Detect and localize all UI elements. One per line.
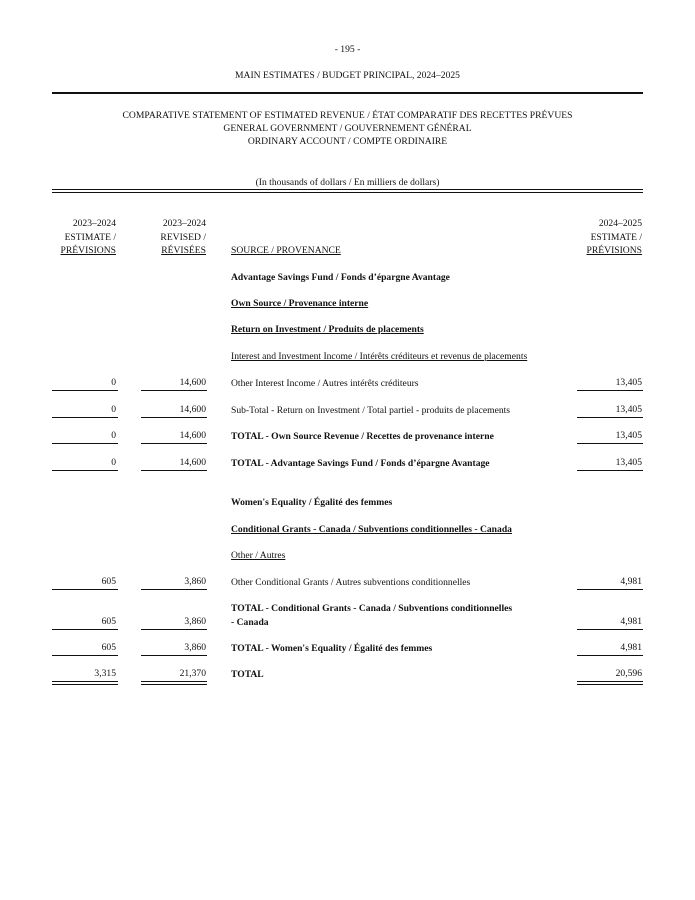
section-other: Other / Autres <box>231 550 286 561</box>
row-other-interest-c2: 14,600 <box>179 377 206 388</box>
page-number: - 195 - <box>334 44 361 55</box>
header-rule <box>52 92 643 94</box>
row-grand-total-label: TOTAL <box>231 669 264 680</box>
units-rule-bottom <box>52 192 643 193</box>
row-subtotal-roi-label: Sub-Total - Return on Investment / Total partiel - produits de placements <box>231 405 511 416</box>
row-total-cond-label: TOTAL - Conditional Grants - Canada / Subventions conditionnelles - Canada <box>231 603 513 628</box>
row-other-cond-label: Other Conditional Grants / Autres subventions conditionnelles <box>231 577 471 588</box>
row-other-cond-c1: 605 <box>101 576 116 587</box>
row-total-own-source-c1: 0 <box>111 430 116 441</box>
section-advantage-savings-fund: Advantage Savings Fund / Fonds d’épargne Avantage <box>231 272 450 283</box>
section-own-source: Own Source / Provenance interne <box>231 298 369 309</box>
running-title: MAIN ESTIMATES / BUDGET PRINCIPAL, 2024–2025 <box>235 70 460 81</box>
row-total-we-c2: 3,860 <box>184 642 206 653</box>
row-other-interest-c1: 0 <box>111 377 116 388</box>
heading-line-3: ORDINARY ACCOUNT / COMPTE ORDINAIRE <box>247 136 448 147</box>
heading-line-1: COMPARATIVE STATEMENT OF ESTIMATED REVENUE / ÉTAT COMPARATIF DES RECETTES PRÉVUES <box>122 110 573 121</box>
column-header-estimate-2023: 2023–2024 ESTIMATE / PRÉVISIONS <box>60 218 116 256</box>
row-total-asf-label: TOTAL - Advantage Savings Fund / Fonds d’épargne Avantage <box>231 458 490 469</box>
row-total-asf-c4: 13,405 <box>615 457 642 468</box>
row-other-interest-c4: 13,405 <box>615 377 642 388</box>
row-total-cond-c2: 3,860 <box>184 616 206 627</box>
row-total-we-c1: 605 <box>101 642 116 653</box>
row-total-asf-c1: 0 <box>111 457 116 468</box>
section-womens-equality: Women's Equality / Égalité des femmes <box>231 497 393 508</box>
row-total-cond-c1: 605 <box>101 616 116 627</box>
row-grand-total-c1: 3,315 <box>94 668 116 679</box>
units-note: (In thousands of dollars / En milliers de dollars) <box>255 177 440 188</box>
row-total-own-source-c4: 13,405 <box>615 430 642 441</box>
row-total-we-label: TOTAL - Women's Equality / Égalité des femmes <box>231 643 433 654</box>
section-conditional-grants: Conditional Grants - Canada / Subventions conditionnelles - Canada <box>231 524 512 535</box>
row-other-interest-label: Other Interest Income / Autres intérêts créditeurs <box>231 378 419 389</box>
row-grand-total-c2: 21,370 <box>179 668 206 679</box>
row-total-asf-c2: 14,600 <box>179 457 206 468</box>
row-other-cond-c2: 3,860 <box>184 576 206 587</box>
column-header-revised-2023: 2023–2024 REVISED / RÉVISÉES <box>160 218 206 256</box>
row-grand-total-c4: 20,596 <box>615 668 642 679</box>
row-subtotal-roi-c1: 0 <box>111 404 116 415</box>
section-interest-income: Interest and Investment Income / Intérêts créditeurs et revenus de placements <box>231 351 528 362</box>
row-total-cond-c4: 4,981 <box>620 616 642 627</box>
row-total-own-source-c2: 14,600 <box>179 430 206 441</box>
section-return-on-investment: Return on Investment / Produits de placements <box>231 324 424 335</box>
units-rule-top <box>52 189 643 190</box>
column-header-estimate-2024: 2024–2025 ESTIMATE / PRÉVISIONS <box>586 218 642 256</box>
row-other-cond-c4: 4,981 <box>620 576 642 587</box>
row-total-we-c4: 4,981 <box>620 642 642 653</box>
row-subtotal-roi-c4: 13,405 <box>615 404 642 415</box>
row-subtotal-roi-c2: 14,600 <box>179 404 206 415</box>
column-header-source: SOURCE / PROVENANCE <box>231 245 341 256</box>
row-total-own-source-label: TOTAL - Own Source Revenue / Recettes de provenance interne <box>231 431 494 442</box>
heading-line-2: GENERAL GOVERNMENT / GOUVERNEMENT GÉNÉRAL <box>223 123 472 134</box>
